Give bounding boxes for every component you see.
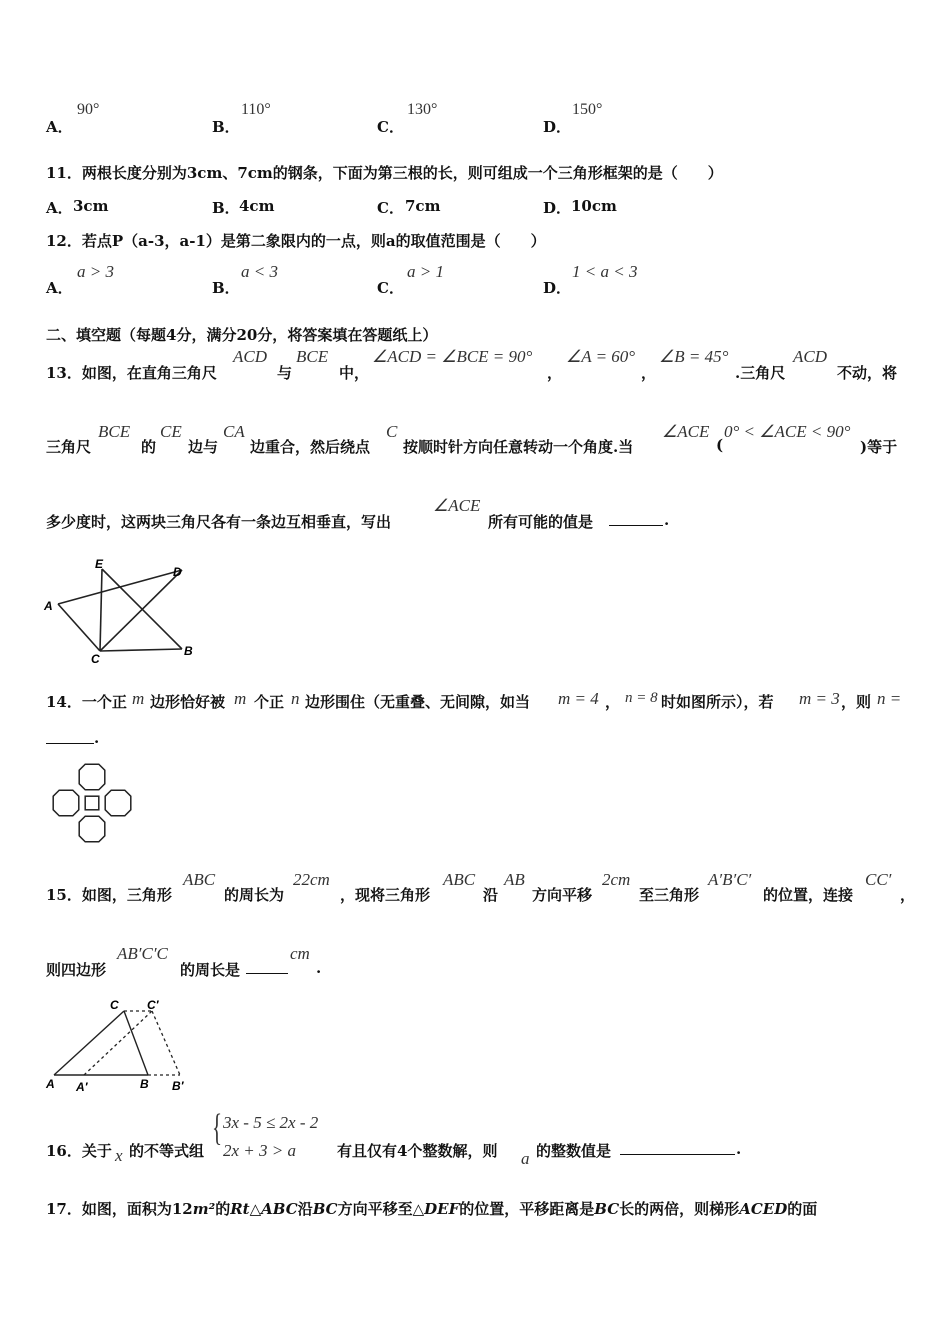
q12-label-c: C． <box>377 279 404 297</box>
q12-option-a: a > 3 <box>77 262 114 281</box>
section-title: 二、填空题（每题4分，满分20分，将答案填在答题纸上） <box>46 326 438 344</box>
q14-text: 个正 <box>254 693 285 711</box>
q13-text: 三角尺 <box>46 438 92 456</box>
q15-text: 的周长是 <box>180 961 241 979</box>
q15-text: 至三角形 <box>639 886 700 904</box>
q13-text: ， <box>547 364 563 382</box>
q14-text: 14．一个正 <box>46 693 127 711</box>
q13-math: ∠B = 45° <box>659 347 729 366</box>
q17-line <box>46 1198 817 1219</box>
q15-math: AB′C′C <box>117 944 168 963</box>
label-a: A <box>44 599 53 613</box>
q15-text: 的位置，连接 <box>763 886 854 904</box>
q14-math: n <box>291 689 300 708</box>
q14-text: . <box>94 729 100 747</box>
q10-label-d: D． <box>543 118 572 136</box>
octagon-right <box>105 790 131 816</box>
label-b-prime: B′ <box>172 1079 184 1093</box>
q16-text: 的不等式组 <box>129 1142 205 1160</box>
q14-text: ，则 <box>841 693 872 711</box>
q17-text: 的 <box>215 1200 231 1218</box>
answer-blank[interactable] <box>620 1140 735 1159</box>
q11-label-b: B． <box>212 199 240 217</box>
label-c: C <box>91 652 100 666</box>
q14-math: n = 8 <box>625 690 658 706</box>
q17-text: 17．如图，面积为12 <box>46 1200 193 1218</box>
q17-math: m² <box>192 1200 216 1218</box>
q17-text: 的面 <box>787 1200 818 1218</box>
q15-text: 的周长为 <box>224 886 285 904</box>
q13-text: 13．如图，在直角三角尺 <box>46 364 217 382</box>
q14-math: m = 3 <box>799 689 840 708</box>
q13-text: ( <box>716 436 724 454</box>
q13-text: 多少度时，这两块三角尺各有一条边互相垂直，写出 <box>46 513 392 531</box>
q15-text: 则四边形 <box>46 961 107 979</box>
q15-text: 沿 <box>483 886 499 904</box>
q11-option-a: 3cm <box>73 197 109 215</box>
q16-system-line2: 2x + 3 > a <box>223 1141 296 1160</box>
q15-math: ABC <box>443 870 476 889</box>
q16-text: . <box>736 1140 742 1158</box>
q15-math: ABC <box>183 870 216 889</box>
octagon-top <box>79 764 105 790</box>
q10-option-b: 110° <box>241 101 271 118</box>
q13-math: 0° < ∠ACE < 90° <box>724 422 851 441</box>
label-c: C <box>110 998 119 1012</box>
q13-text: . <box>664 511 670 529</box>
q11-option-d: 10cm <box>571 197 617 215</box>
q11-stem: 11．两根长度分别为3cm、7cm的钢条，下面为第三根的长，则可组成一个三角形框架的是（ ） <box>46 164 723 182</box>
brace-icon: { <box>212 1107 223 1149</box>
q13-text: 所有可能的值是 <box>488 513 594 531</box>
q16-text: 的整数值是 <box>536 1142 612 1160</box>
q11-option-c: 7cm <box>405 197 441 215</box>
q14-text: ， <box>605 693 621 711</box>
q10-option-d: 150° <box>572 101 603 118</box>
q14-math: m = 4 <box>558 689 599 708</box>
q14-octagon-figure <box>48 760 138 850</box>
q10-label-b: B． <box>212 118 240 136</box>
q14-math: m <box>132 689 145 708</box>
q14-text: 边形恰好被 <box>150 693 226 711</box>
q11-option-b: 4cm <box>239 197 275 215</box>
q14-text: 边形围住（无重叠、无间隙，如当 <box>305 693 531 711</box>
label-b: B <box>140 1077 149 1091</box>
q15-math: AB <box>504 870 525 889</box>
q13-text: .三角尺 <box>735 364 786 382</box>
q13-math: CA <box>223 422 245 441</box>
q14-text: 时如图所示），若 <box>661 693 774 711</box>
q13-math: BCE <box>98 422 131 441</box>
label-d: D <box>173 565 182 579</box>
q15-math: A′B′C′ <box>708 870 752 889</box>
q13-text: 边重合，然后绕点 <box>250 438 371 456</box>
q12-label-b: B． <box>212 279 240 297</box>
q14-math: n = <box>877 689 902 708</box>
q13-math: ∠ACE <box>662 422 710 441</box>
q16-text: 16．关于 <box>46 1142 112 1160</box>
q13-math: ∠ACE <box>433 496 481 515</box>
q13-text: )等于 <box>860 438 898 456</box>
q13-text: 与 <box>277 364 293 382</box>
q11-label-d: D． <box>543 199 572 217</box>
q17-text: 的位置，平移距离是 <box>459 1200 595 1218</box>
q13-figure <box>44 555 204 667</box>
q17-math: DEF <box>424 1200 460 1218</box>
q15-text: ， <box>900 886 916 904</box>
q16-math: x <box>115 1146 123 1165</box>
q15-text: ，现将三角形 <box>340 886 431 904</box>
q13-text: 中， <box>339 364 370 382</box>
q15-figure <box>44 995 204 1095</box>
q15-math: 2cm <box>602 870 631 889</box>
octagon-left <box>53 790 79 816</box>
q17-text: 沿 <box>297 1200 313 1218</box>
answer-blank[interactable] <box>46 729 94 748</box>
q15-math: 22cm <box>293 870 330 889</box>
q12-option-b: a < 3 <box>241 262 278 281</box>
answer-blank[interactable] <box>609 511 663 530</box>
q10-label-c: C． <box>377 118 404 136</box>
q15-math: cm <box>290 944 310 963</box>
q16-system-line1: 3x - 5 ≤ 2x - 2 <box>223 1113 319 1132</box>
q12-stem: 12．若点P（a-3，a-1）是第二象限内的一点，则a的取值范围是（ ） <box>46 232 546 250</box>
q13-math: ACD <box>793 347 827 366</box>
q10-option-c: 130° <box>407 101 438 118</box>
q15-text: . <box>316 959 322 977</box>
label-b: B <box>184 644 193 658</box>
q14-math: m <box>234 689 247 708</box>
q12-option-d: 1 < a < 3 <box>572 262 638 281</box>
q13-text: 的 <box>141 438 157 456</box>
q11-label-c: C． <box>377 199 404 217</box>
label-a-prime: A′ <box>76 1080 88 1094</box>
center-square <box>85 796 99 810</box>
q12-option-c: a > 1 <box>407 262 444 281</box>
q13-text: 边与 <box>188 438 219 456</box>
q17-math: ACED <box>739 1200 788 1218</box>
q13-math: ∠A = 60° <box>566 347 636 366</box>
q15-math: CC′ <box>865 870 892 889</box>
answer-blank[interactable] <box>246 959 288 978</box>
q15-text: 15．如图，三角形 <box>46 886 172 904</box>
q13-text: 不动，将 <box>837 364 898 382</box>
q17-math: Rt△ABC <box>230 1200 298 1218</box>
q12-label-d: D． <box>543 279 572 297</box>
q17-math: BC <box>312 1200 338 1218</box>
label-e: E <box>95 557 104 571</box>
q13-text: ， <box>641 364 657 382</box>
q13-text: 按顺时针方向任意转动一个角度.当 <box>403 438 634 456</box>
q16-math: a <box>521 1149 530 1168</box>
q15-text: 方向平移 <box>532 886 593 904</box>
octagon-bottom <box>79 816 105 842</box>
label-c-prime: C′ <box>147 998 159 1012</box>
q10-label-a: A． <box>46 118 73 136</box>
q13-math: ∠ACD = ∠BCE = 90° <box>372 347 533 366</box>
q17-text: 方向平移至△ <box>337 1200 425 1218</box>
q11-label-a: A． <box>46 199 73 217</box>
q13-math: BCE <box>296 347 329 366</box>
q17-math: BC <box>594 1200 620 1218</box>
q17-text: 长的两倍，则梯形 <box>619 1200 740 1218</box>
q10-option-a: 90° <box>77 101 100 118</box>
q13-math: C <box>386 422 398 441</box>
q12-label-a: A． <box>46 279 73 297</box>
q16-text: 有且仅有4个整数解，则 <box>337 1142 498 1160</box>
q13-math: ACD <box>233 347 267 366</box>
label-a: A <box>46 1077 55 1091</box>
q13-math: CE <box>160 422 182 441</box>
